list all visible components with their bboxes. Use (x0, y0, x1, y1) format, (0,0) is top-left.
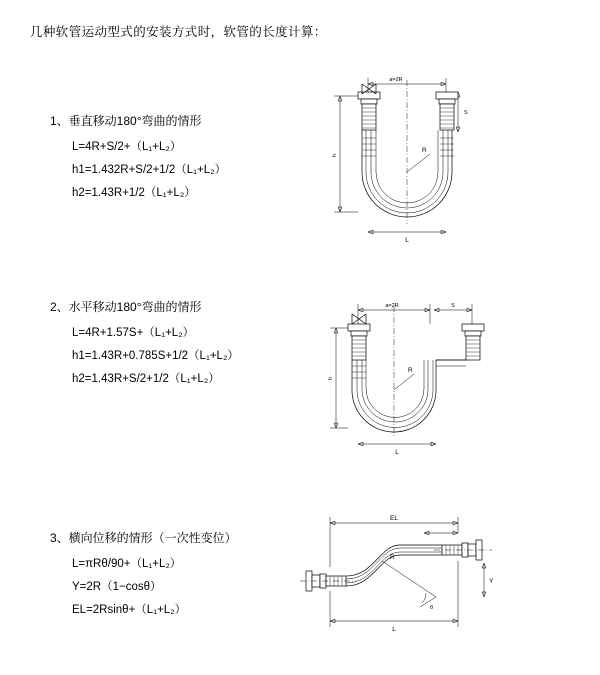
figure-1-right-dim-label: S (464, 110, 468, 116)
figure-2-vertical-label: h (328, 376, 334, 380)
section-1-title: 1、垂直移动180°弯曲的情形 (50, 114, 202, 128)
section-3-formula-2: Y=2R（1−cosθ） (72, 581, 162, 593)
figure-1-vertical-180-bend (318, 62, 498, 262)
figure-2-horizontal-180-bend (316, 288, 496, 468)
figure-3-vertical-label: Y (489, 578, 494, 585)
section-1-formula-3: h2=1.43R+1/2（L₁+L₂） (72, 187, 196, 199)
section-2-formula-3: h2=1.43R+S/2+1/2（L₁+L₂） (72, 373, 220, 385)
figure-3-bottom-label: L (392, 626, 396, 633)
section-1-text (50, 112, 226, 207)
section-3-text (50, 529, 237, 624)
section-2-title: 2、水平移动180°弯曲的情形 (50, 300, 202, 314)
figure-3-top-dim-label: EL (390, 515, 398, 522)
section-3-formula-1: L=πRθ/90+（L₁+L₂） (72, 558, 182, 570)
figure-3-angle-label: θ (430, 605, 434, 611)
page-title: 几种软管运动型式的安装方式时，软管的长度计算： (30, 25, 327, 39)
section-2-text (50, 298, 239, 393)
figure-2-top-dim2-label: S (451, 303, 455, 309)
figure-3-radius-label: R (390, 554, 395, 561)
figure-1-top-dim-label: a=2R (389, 77, 403, 83)
section-1-formula-1: L=4R+S/2+（L₁+L₂） (72, 141, 182, 153)
section-2-formula-2: h1=1.43R+0.785S+1/2（L₁+L₂） (72, 350, 239, 362)
figure-2-radius-label: R (408, 367, 413, 374)
section-2-formula-1: L=4R+1.57S+（L₁+L₂） (72, 327, 195, 339)
figure-3-lateral-offset (296, 505, 496, 640)
figure-2-bottom-label: L (395, 449, 399, 456)
section-3-formula-3: EL=2Rsinθ+（L₁+L₂） (72, 604, 187, 616)
figure-1-bottom-label: L (405, 237, 409, 244)
figure-1-radius-label: R (422, 147, 427, 154)
figure-1-vertical-label: h (332, 153, 338, 157)
section-1-formula-2: h1=1.432R+S/2+1/2（L₁+L₂） (72, 164, 227, 176)
section-3-title: 3、横向位移的情形（一次性变位） (50, 531, 237, 545)
figure-2-top-dim-label: a=2R (385, 303, 399, 309)
